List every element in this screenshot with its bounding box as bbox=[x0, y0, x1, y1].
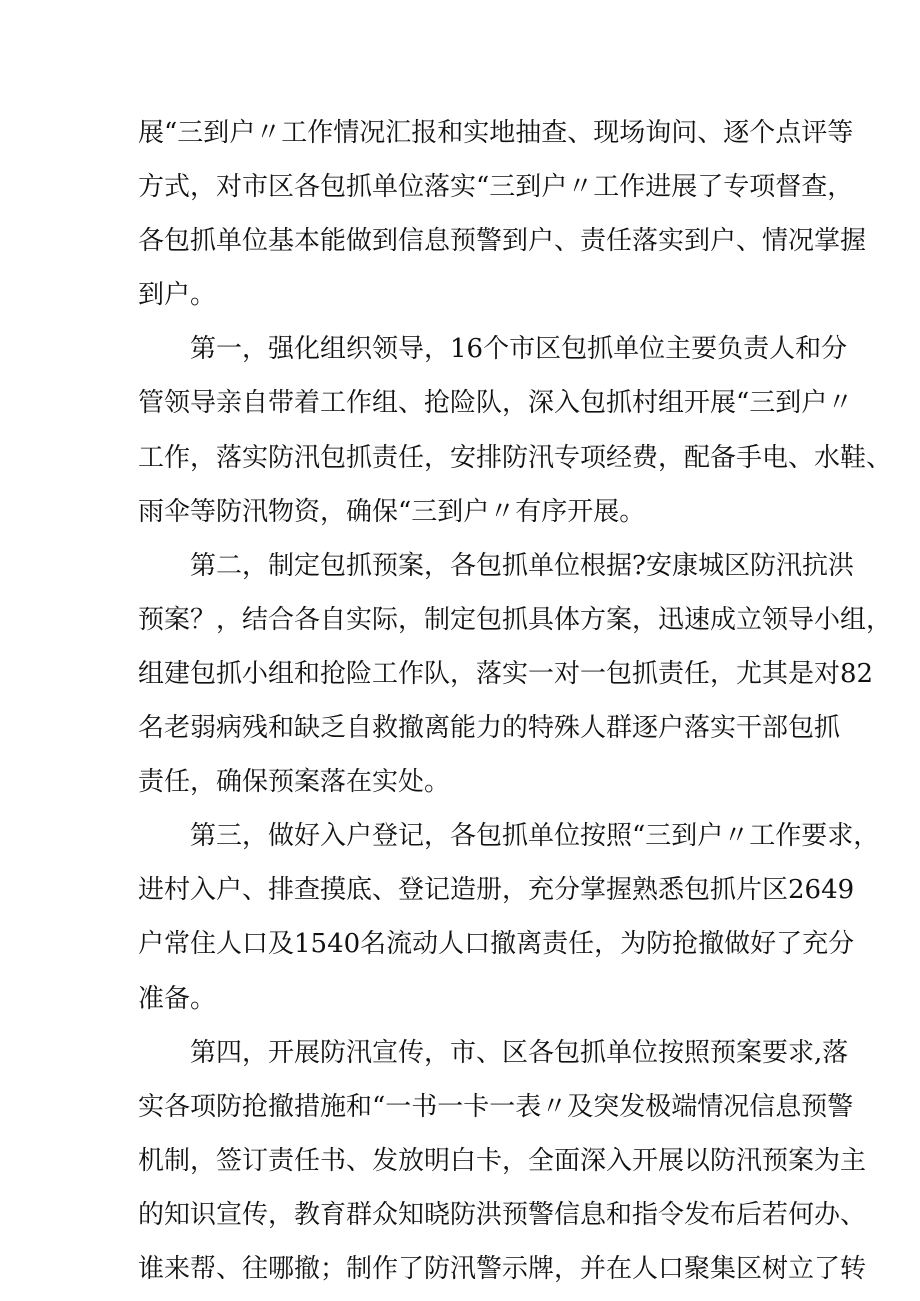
text-line: 方式，对市区各包抓单位落实“三到户〃工作进展了专项督查， bbox=[138, 172, 854, 203]
paragraph-1 bbox=[138, 106, 867, 322]
text-line: 工作，落实防汛包抓责任，安排防汛专项经费，配备手电、水鞋、 bbox=[138, 442, 893, 473]
text-line: 预案？，结合各自实际，制定包抓具体方案，迅速成立领导小组， bbox=[138, 604, 893, 635]
text-line: 名老弱病残和缺乏自救撤离能力的特殊人群逐户落实干部包抓 bbox=[138, 713, 841, 744]
text-line: 组建包抓小组和抢险工作队，落实一对一包抓责任，尤其是对82 bbox=[138, 658, 874, 689]
paragraph-3 bbox=[138, 539, 893, 809]
text-line: 责任，确保预案落在实处。 bbox=[138, 767, 451, 798]
text-line: 进村入户、排查摸底、登记造册，充分掌握熟悉包抓片区2649 bbox=[138, 875, 855, 906]
text-line: 第四，开展防汛宣传，市、区各包抓单位按照预案要求,落 bbox=[190, 1037, 849, 1068]
text-line: 户常住人口及1540名流动人口撤离责任，为防抢撤做好了充分 bbox=[138, 929, 855, 960]
text-line: 雨伞等防汛物资，确保“三到户〃有序开展。 bbox=[138, 496, 646, 527]
text-line: 机制，签订责任书、发放明白卡，全面深入开展以防汛预案为主 bbox=[138, 1145, 867, 1176]
text-line: 第三，做好入户登记，各包抓单位按照“三到户〃工作要求， bbox=[190, 821, 880, 852]
text-line: 准备。 bbox=[138, 983, 217, 1014]
text-line: 的知识宣传，教育群众知晓防洪预警信息和指令发布后若何办、 bbox=[138, 1199, 867, 1230]
text-line: 管领导亲自带着工作组、抢险队，深入包抓村组开展“三到户〃 bbox=[138, 388, 854, 419]
text-line: 第二，制定包抓预案，各包抓单位根据?安康城区防汛抗洪 bbox=[190, 550, 854, 581]
text-line: 各包抓单位基本能做到信息预警到户、责任落实到户、情况掌握 bbox=[138, 226, 867, 257]
text-line: 实各项防抢撤措施和“一书一卡一表〃及突发极端情况信息预警 bbox=[138, 1091, 854, 1122]
paragraph-5 bbox=[138, 1026, 867, 1296]
text-line: 谁来帮、往哪撤；制作了防汛警示牌，并在人口聚集区树立了转 bbox=[138, 1253, 867, 1284]
paragraph-4 bbox=[138, 809, 880, 1025]
document-body bbox=[138, 106, 893, 1296]
text-line: 第一，强化组织领导，16个市区包抓单位主要负责人和分 bbox=[190, 334, 848, 365]
text-line: 展“三到户〃工作情况汇报和实地抽查、现场询问、逐个点评等 bbox=[138, 118, 854, 148]
paragraph-2 bbox=[138, 322, 893, 538]
text-line: 到户。 bbox=[138, 280, 217, 311]
